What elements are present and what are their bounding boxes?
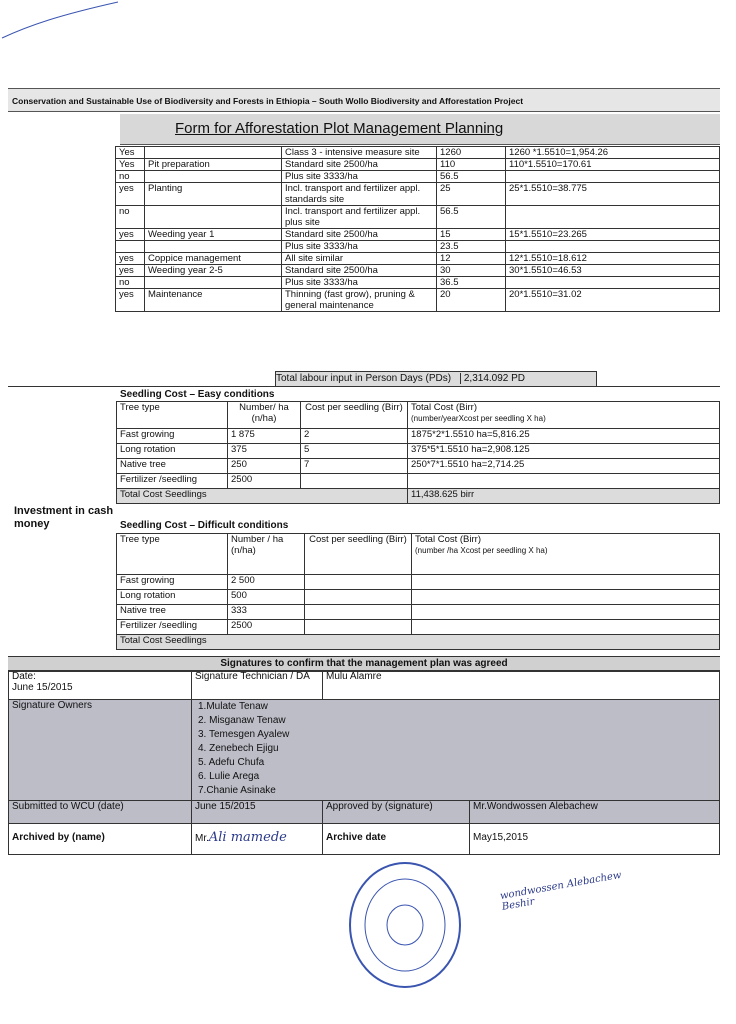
labour-cost: 30*1.5510=46.53 (506, 265, 720, 277)
archive-date-label: Archive date (323, 824, 470, 855)
seedling-cost (301, 474, 408, 489)
owner-name: 5. Adefu Chufa (198, 757, 265, 768)
labour-days: 56.5 (437, 171, 506, 183)
labour-days: 36.5 (437, 277, 506, 289)
seedling-num: 1 875 (228, 429, 301, 444)
labour-days: 56.5 (437, 206, 506, 229)
form-title: Form for Afforestation Plot Management Planning (175, 120, 504, 137)
labour-activity: Pit preparation (145, 159, 282, 171)
easy-table (116, 401, 720, 504)
seedling-total: 375*5*1.5510 ha=2,908.125 (408, 444, 720, 459)
labour-standard: Standard site 2500/ha (282, 159, 437, 171)
signatures-header: Signatures to confirm that the management plan was agreed (8, 656, 720, 672)
archived-label: Archived by (name) (9, 824, 192, 855)
labour-days: 23.5 (437, 241, 506, 253)
labour-yn: no (116, 171, 145, 183)
seedling-num: 250 (228, 459, 301, 474)
labour-activity (145, 241, 282, 253)
easy-h-type: Tree type (117, 402, 228, 429)
tech-label: Signature Technician / DA (192, 671, 323, 700)
owner-name: 2. Misganaw Tenaw (198, 715, 286, 726)
divider (8, 386, 720, 387)
scan-mark (0, 0, 120, 40)
labour-total (275, 371, 597, 387)
seedling-cost (305, 620, 412, 635)
labour-days: 1260 (437, 147, 506, 159)
labour-yn: Yes (116, 159, 145, 171)
labour-total-value: 2,314.092 PD (460, 373, 525, 384)
labour-row (116, 289, 720, 312)
seedling-cost: 5 (301, 444, 408, 459)
investment-label: Investment in cash money (14, 505, 114, 530)
labour-days: 30 (437, 265, 506, 277)
labour-yn: yes (116, 265, 145, 277)
labour-standard: Standard site 2500/ha (282, 265, 437, 277)
seedling-cost (305, 590, 412, 605)
seedling-num: 375 (228, 444, 301, 459)
labour-cost (506, 241, 720, 253)
diff-h-total (412, 534, 720, 575)
seedling-cost (305, 575, 412, 590)
seedling-num: 2500 (228, 474, 301, 489)
approved-label: Approved by (signature) (323, 801, 470, 824)
labour-activity (145, 206, 282, 229)
diff-total-label: Total Cost Seedlings (117, 635, 720, 650)
labour-activity: Weeding year 1 (145, 229, 282, 241)
seedling-type: Native tree (117, 459, 228, 474)
seedling-type: Fast growing (117, 429, 228, 444)
official-stamp-icon (345, 860, 465, 990)
labour-total-label: Total labour input in Person Days (PDs) (276, 373, 452, 384)
date-value: June 15/2015 (12, 682, 73, 693)
labour-standard: Plus site 3333/ha (282, 171, 437, 183)
easy-total-value: 11,438.625 birr (408, 489, 720, 504)
seedling-type: Long rotation (117, 590, 228, 605)
labour-row (116, 171, 720, 183)
labour-activity: Coppice management (145, 253, 282, 265)
diff-h-type: Tree type (117, 534, 228, 575)
labour-yn: yes (116, 289, 145, 312)
difficult-title: Seedling Cost – Difficult conditions (120, 520, 289, 531)
labour-row (116, 265, 720, 277)
seedling-num: 2500 (228, 620, 305, 635)
owner-name: 6. Lulie Arega (198, 771, 260, 782)
labour-standard: Thinning (fast grow), pruning & general maintenance (282, 289, 437, 312)
labour-activity (145, 277, 282, 289)
labour-cost (506, 206, 720, 229)
approved-value: Mr.Wondwossen Alebachew (470, 801, 720, 824)
owners-list (192, 700, 720, 801)
seedling-row (117, 459, 720, 474)
easy-h-cost: Cost per seedling (Birr) (301, 402, 408, 429)
labour-days: 20 (437, 289, 506, 312)
owner-name: 3. Temesgen Ayalew (198, 729, 290, 740)
seedling-num: 500 (228, 590, 305, 605)
tech-name: Mulu Alamre (323, 671, 720, 700)
seedling-total: 1875*2*1.5510 ha=5,816.25 (408, 429, 720, 444)
seedling-cost: 7 (301, 459, 408, 474)
seedling-num: 2 500 (228, 575, 305, 590)
labour-row (116, 147, 720, 159)
easy-h-total-label: Total Cost (Birr) (411, 402, 477, 413)
owners-label: Signature Owners (9, 700, 192, 801)
diff-h-total-label: Total Cost (Birr) (415, 534, 481, 545)
labour-standard: Incl. transport and fertilizer appl. standards site (282, 183, 437, 206)
project-header: Conservation and Sustainable Use of Biodiversity and Forests in Ethiopia – South Wollo Biodiversity and Afforestation Project (8, 88, 720, 112)
labour-activity (145, 171, 282, 183)
easy-title: Seedling Cost – Easy conditions (120, 389, 275, 400)
seedling-type: Fertilizer /seedling (117, 620, 228, 635)
seedling-type: Native tree (117, 605, 228, 620)
diff-formula-note: (number /ha Xcost per seedling X ha) (415, 546, 548, 555)
archived-prefix: Mr. (195, 833, 209, 844)
handwritten-signature: wondwossen Alebachew Beshir (499, 869, 623, 913)
labour-row (116, 183, 720, 206)
seedling-total (412, 590, 720, 605)
seedling-type: Fast growing (117, 575, 228, 590)
labour-yn: Yes (116, 147, 145, 159)
labour-activity: Maintenance (145, 289, 282, 312)
labour-row (116, 277, 720, 289)
seedling-total (412, 605, 720, 620)
date-cell (9, 671, 192, 700)
difficult-table (116, 533, 720, 650)
archived-signature: Ali mamede (208, 830, 287, 845)
diff-h-num: Number / ha (n/ha) (228, 534, 305, 575)
seedling-row (117, 605, 720, 620)
labour-cost (506, 171, 720, 183)
labour-standard: Plus site 3333/ha (282, 277, 437, 289)
labour-table (115, 146, 720, 312)
seedling-row (117, 590, 720, 605)
easy-formula-note: (number/yearXcost per seedling X ha) (411, 414, 546, 423)
seedling-total (412, 620, 720, 635)
labour-standard: Standard site 2500/ha (282, 229, 437, 241)
seedling-row (117, 620, 720, 635)
labour-cost (506, 277, 720, 289)
seedling-row (117, 429, 720, 444)
easy-h-total (408, 402, 720, 429)
seedling-num: 333 (228, 605, 305, 620)
owner-name: 1.Mulate Tenaw (198, 701, 268, 712)
seedling-total: 250*7*1.5510 ha=2,714.25 (408, 459, 720, 474)
labour-cost: 12*1.5510=18.612 (506, 253, 720, 265)
date-label: Date: (12, 671, 36, 682)
labour-yn: no (116, 277, 145, 289)
labour-activity (145, 147, 282, 159)
labour-row (116, 241, 720, 253)
seedling-cost (305, 605, 412, 620)
labour-days: 110 (437, 159, 506, 171)
labour-yn: yes (116, 253, 145, 265)
archive-date-value: May15,2015 (470, 824, 720, 855)
labour-standard: All site similar (282, 253, 437, 265)
archived-name (192, 824, 323, 855)
labour-cost: 15*1.5510=23.265 (506, 229, 720, 241)
labour-days: 15 (437, 229, 506, 241)
labour-days: 25 (437, 183, 506, 206)
seedling-total (408, 474, 720, 489)
labour-yn: yes (116, 183, 145, 206)
labour-standard: Class 3 - intensive measure site (282, 147, 437, 159)
labour-yn (116, 241, 145, 253)
labour-yn: no (116, 206, 145, 229)
labour-row (116, 229, 720, 241)
labour-row (116, 253, 720, 265)
seedling-type: Fertilizer /seedling (117, 474, 228, 489)
labour-standard: Incl. transport and fertilizer appl. plus site (282, 206, 437, 229)
labour-activity: Planting (145, 183, 282, 206)
labour-standard: Plus site 3333/ha (282, 241, 437, 253)
seedling-row (117, 575, 720, 590)
labour-row (116, 159, 720, 171)
labour-activity: Weeding year 2-5 (145, 265, 282, 277)
easy-total-label: Total Cost Seedlings (117, 489, 408, 504)
submitted-value: June 15/2015 (192, 801, 323, 824)
labour-cost: 25*1.5510=38.775 (506, 183, 720, 206)
labour-cost: 1260 *1.5510=1,954.26 (506, 147, 720, 159)
seedling-row (117, 444, 720, 459)
seedling-type: Long rotation (117, 444, 228, 459)
owner-name: 7.Chanie Asinake (198, 785, 276, 796)
labour-days: 12 (437, 253, 506, 265)
signatures-table (8, 670, 720, 855)
submitted-label: Submitted to WCU (date) (9, 801, 192, 824)
labour-cost: 110*1.5510=170.61 (506, 159, 720, 171)
owner-name: 4. Zenebech Ejigu (198, 743, 279, 754)
labour-yn: yes (116, 229, 145, 241)
seedling-row (117, 474, 720, 489)
labour-row (116, 206, 720, 229)
seedling-cost: 2 (301, 429, 408, 444)
seedling-total (412, 575, 720, 590)
diff-h-cost: Cost per seedling (Birr) (305, 534, 412, 575)
easy-h-num: Number/ ha (n/ha) (228, 402, 301, 429)
labour-cost: 20*1.5510=31.02 (506, 289, 720, 312)
